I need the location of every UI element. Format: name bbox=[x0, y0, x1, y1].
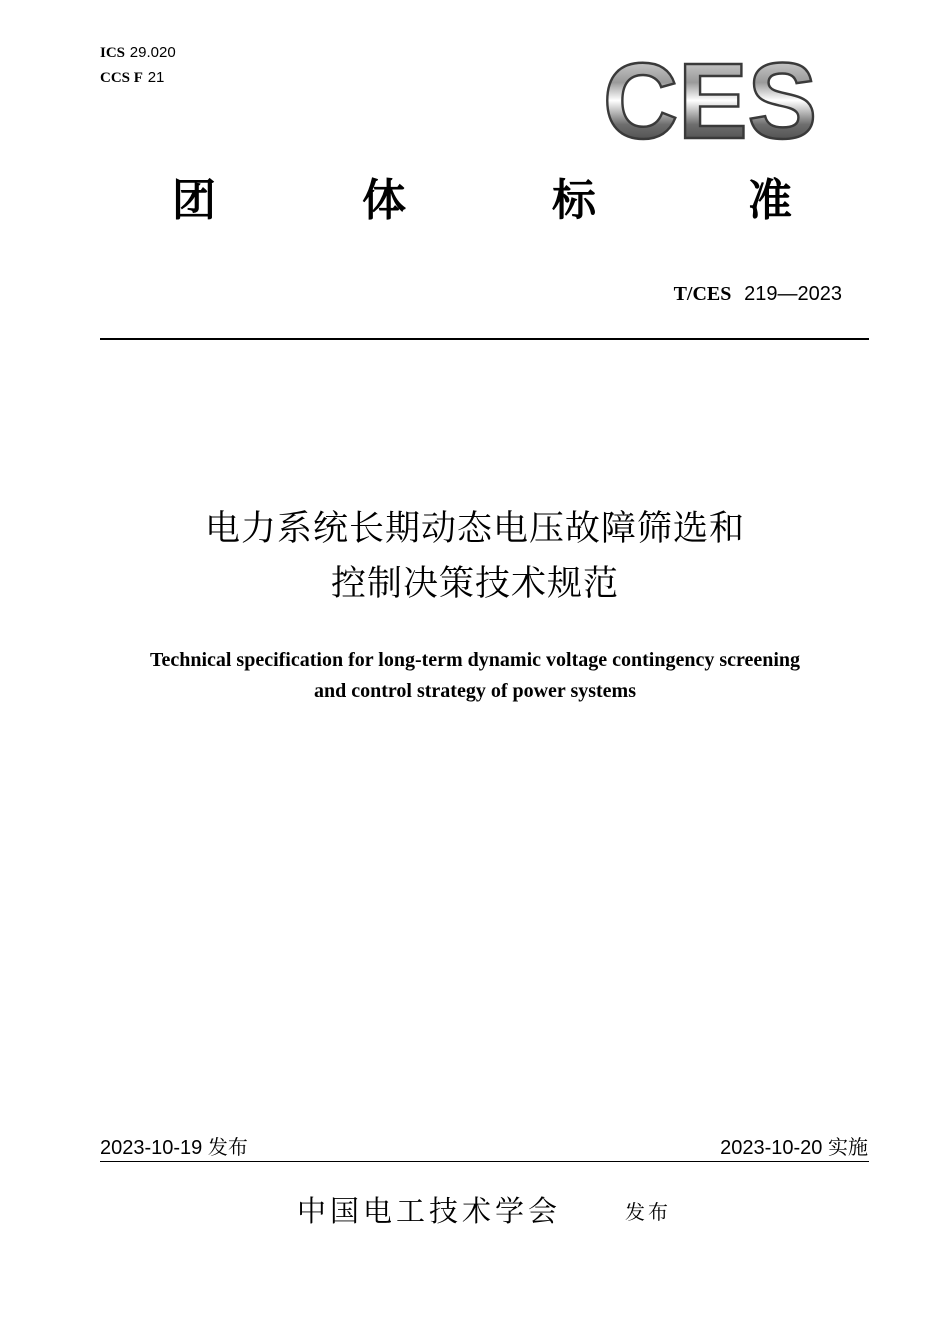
implement-date bbox=[720, 1131, 868, 1160]
title-en-line-1: Technical specification for long-term dynamic voltage contingency screening bbox=[149, 649, 801, 671]
ccs-number: 21 bbox=[147, 69, 165, 86]
standard-number bbox=[674, 281, 842, 306]
implement-date-value: 2023-10-20 bbox=[720, 1137, 823, 1159]
publisher-name: 中国电工技术学会 bbox=[297, 1194, 562, 1228]
ccs-code bbox=[100, 68, 164, 87]
title-cn-line-1: 电力系统长期动态电压故障筛选和 bbox=[204, 509, 745, 549]
footer-divider bbox=[100, 1161, 869, 1162]
standard-type-char: 体 bbox=[362, 175, 406, 226]
issue-date-suffix: 发布 bbox=[207, 1135, 248, 1159]
publisher-suffix: 发布 bbox=[625, 1200, 671, 1224]
logo-text: CES bbox=[603, 52, 817, 144]
standard-type-char: 准 bbox=[748, 175, 792, 226]
title-cn-line-2: 控制决策技术规范 bbox=[330, 564, 619, 604]
standard-type-char: 团 bbox=[172, 175, 216, 226]
issue-date-value: 2023-10-19 bbox=[100, 1137, 203, 1159]
ccs-label: CCS F bbox=[100, 70, 143, 86]
standard-type-char: 标 bbox=[552, 175, 596, 226]
ics-number: 29.020 bbox=[129, 44, 176, 61]
ics-label: ICS bbox=[100, 45, 126, 61]
header-divider bbox=[100, 338, 869, 340]
standard-number-value: 219—2023 bbox=[744, 283, 842, 305]
title-en-line-2: and control strategy of power systems bbox=[313, 680, 636, 702]
implement-date-suffix: 实施 bbox=[828, 1135, 868, 1159]
ics-code bbox=[100, 43, 176, 62]
issue-date bbox=[100, 1131, 248, 1160]
standard-number-prefix: T/CES bbox=[673, 283, 732, 305]
ces-logo bbox=[600, 52, 820, 144]
